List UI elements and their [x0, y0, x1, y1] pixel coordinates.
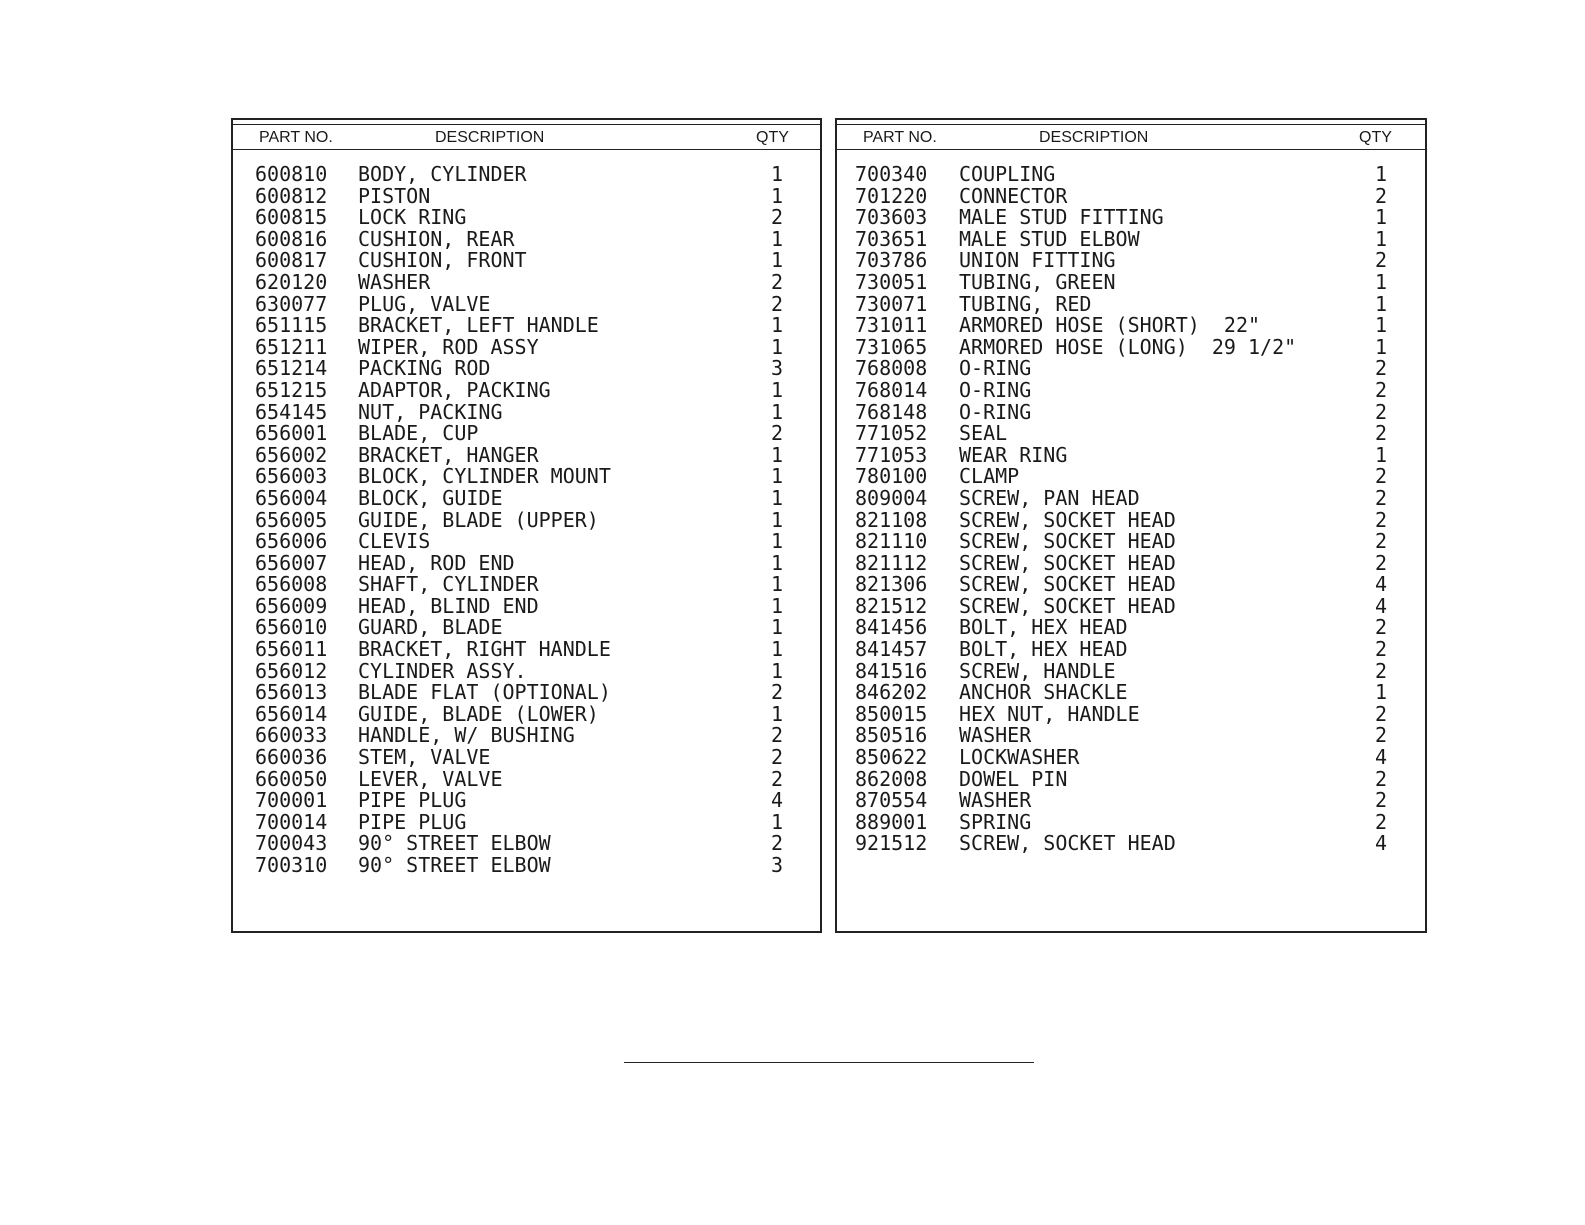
part-description: 90° STREET ELBOW [358, 853, 551, 877]
part-quantity: 1 [1375, 162, 1388, 186]
part-number: 656012 [255, 658, 328, 683]
part-number: 656013 [255, 680, 328, 705]
table-row [233, 291, 820, 316]
part-number: 780100 [855, 464, 928, 489]
part-description: BLADE, CUP [358, 421, 479, 446]
part-number: 656008 [255, 572, 328, 597]
part-quantity: 2 [1375, 766, 1388, 791]
header-qty: QTY [756, 129, 789, 146]
table-row [233, 550, 820, 575]
part-number: 700014 [255, 809, 328, 834]
table-row [837, 725, 1425, 747]
part-quantity: 2 [771, 205, 784, 230]
table-row [233, 207, 820, 229]
part-number: 660036 [255, 745, 328, 770]
part-description: BRACKET, HANGER [358, 442, 539, 467]
part-quantity: 1 [771, 399, 784, 424]
part-quantity: 1 [771, 529, 784, 554]
part-description: LEVER, VALVE [358, 766, 503, 791]
part-quantity: 2 [1375, 788, 1388, 813]
part-number: 731011 [855, 313, 928, 338]
table-row [837, 507, 1425, 532]
part-number: 656011 [255, 637, 328, 662]
part-number: 703603 [855, 205, 928, 230]
part-number: 768014 [855, 377, 928, 402]
part-number: 600810 [255, 162, 328, 186]
table-row [233, 833, 820, 855]
table-row [837, 617, 1425, 639]
part-description: BODY, CYLINDER [358, 162, 527, 186]
part-quantity: 1 [771, 377, 784, 402]
part-number: 651215 [255, 377, 328, 402]
parts-list-table [231, 118, 1427, 933]
part-number: 620120 [255, 269, 328, 294]
part-quantity: 1 [1375, 269, 1388, 294]
part-description: PIPE PLUG [358, 809, 467, 834]
part-quantity: 1 [771, 183, 784, 208]
part-number: 700310 [255, 853, 328, 877]
table-row [837, 334, 1425, 359]
table-row [233, 747, 820, 769]
part-quantity: 2 [1375, 723, 1388, 748]
part-description: UNION FITTING [959, 248, 1116, 273]
part-quantity: 2 [1375, 248, 1388, 273]
part-quantity: 2 [771, 269, 784, 294]
table-row [837, 377, 1425, 402]
table-row [233, 183, 820, 208]
part-description: SEAL [959, 421, 1008, 446]
part-description: BOLT, HEX HEAD [959, 637, 1128, 662]
part-description: SHAFT, CYLINDER [358, 572, 539, 597]
part-description: O-RING [959, 399, 1032, 424]
part-description: WIPER, ROD ASSY [358, 334, 539, 359]
part-number: 841516 [855, 658, 928, 683]
part-number: 850622 [855, 745, 928, 770]
part-number: 821512 [855, 593, 928, 618]
part-description: PIPE PLUG [358, 788, 467, 813]
parts-panel-right [835, 118, 1427, 933]
part-quantity: 2 [1375, 637, 1388, 662]
part-description: CLEVIS [358, 529, 431, 554]
part-number: 630077 [255, 291, 328, 316]
table-row [233, 399, 820, 424]
part-quantity: 2 [771, 831, 784, 856]
table-row [837, 466, 1425, 488]
part-description: TUBING, RED [959, 291, 1092, 316]
part-description: LOCKWASHER [959, 745, 1080, 770]
part-quantity: 1 [1375, 334, 1388, 359]
part-quantity: 4 [1375, 572, 1388, 597]
table-row [837, 833, 1425, 855]
table-row [837, 226, 1425, 251]
part-description: WASHER [959, 788, 1032, 813]
part-description: BOLT, HEX HEAD [959, 615, 1128, 640]
part-description: COUPLING [959, 162, 1056, 186]
part-number: 921512 [855, 831, 928, 856]
part-description: HANDLE, W/ BUSHING [358, 723, 575, 748]
column-header-row [837, 126, 1425, 150]
part-description: 90° STREET ELBOW [358, 831, 551, 856]
part-quantity: 1 [771, 637, 784, 662]
table-row [837, 269, 1425, 294]
part-number: 700043 [255, 831, 328, 856]
part-number: 600812 [255, 183, 328, 208]
part-quantity: 1 [771, 485, 784, 510]
part-quantity: 2 [1375, 658, 1388, 683]
part-number: 850516 [855, 723, 928, 748]
header-description: DESCRIPTION [435, 129, 545, 146]
part-description: TUBING, GREEN [959, 269, 1116, 294]
part-number: 654145 [255, 399, 328, 424]
part-number: 768148 [855, 399, 928, 424]
parts-rows-left [233, 164, 820, 877]
part-description: ARMORED HOSE (LONG) 29 1/2" [959, 334, 1297, 359]
part-number: 703651 [855, 226, 928, 251]
table-row [837, 550, 1425, 575]
part-description: O-RING [959, 377, 1032, 402]
part-number: 703786 [855, 248, 928, 273]
part-number: 862008 [855, 766, 928, 791]
part-description: BLOCK, GUIDE [358, 485, 503, 510]
part-number: 600816 [255, 226, 328, 251]
table-row [837, 358, 1425, 380]
part-number: 730051 [855, 269, 928, 294]
part-quantity: 2 [771, 766, 784, 791]
table-row [837, 766, 1425, 791]
part-description: WASHER [358, 269, 431, 294]
part-description: NUT, PACKING [358, 399, 503, 424]
part-description: BRACKET, LEFT HANDLE [358, 313, 599, 338]
part-quantity: 2 [771, 680, 784, 705]
part-description: SCREW, SOCKET HEAD [959, 572, 1176, 597]
column-header-row [233, 126, 820, 150]
table-row [233, 442, 820, 467]
part-number: 656005 [255, 507, 328, 532]
part-quantity: 2 [1375, 464, 1388, 489]
table-row [233, 226, 820, 251]
header-description: DESCRIPTION [1039, 129, 1149, 146]
part-number: 651214 [255, 356, 328, 381]
part-quantity: 1 [771, 593, 784, 618]
table-row [233, 790, 820, 812]
part-number: 821306 [855, 572, 928, 597]
table-row [233, 315, 820, 337]
header-qty: QTY [1359, 129, 1392, 146]
table-row [233, 639, 820, 661]
table-row [233, 466, 820, 488]
part-quantity: 2 [1375, 399, 1388, 424]
part-number: 656004 [255, 485, 328, 510]
top-rule [837, 124, 1425, 125]
part-quantity: 1 [771, 809, 784, 834]
table-row [837, 747, 1425, 769]
part-description: ARMORED HOSE (SHORT) 22" [959, 313, 1261, 338]
table-row [837, 639, 1425, 661]
table-row [233, 507, 820, 532]
part-quantity: 1 [771, 658, 784, 683]
table-row [837, 485, 1425, 510]
table-row [837, 574, 1425, 596]
part-quantity: 1 [771, 226, 784, 251]
part-quantity: 1 [1375, 291, 1388, 316]
table-row [837, 809, 1425, 834]
part-description: SCREW, SOCKET HEAD [959, 529, 1176, 554]
part-quantity: 1 [771, 701, 784, 726]
part-number: 771053 [855, 442, 928, 467]
header-part-no: PART NO. [863, 129, 937, 146]
part-description: SPRING [959, 809, 1032, 834]
part-description: MALE STUD ELBOW [959, 226, 1140, 251]
part-description: GUARD, BLADE [358, 615, 503, 640]
part-description: PLUG, VALVE [358, 291, 491, 316]
part-quantity: 1 [771, 248, 784, 273]
table-row [837, 399, 1425, 424]
part-description: PACKING ROD [358, 356, 491, 381]
part-description: HEAD, ROD END [358, 550, 515, 575]
part-number: 809004 [855, 485, 928, 510]
part-description: CYLINDER ASSY. [358, 658, 527, 683]
table-row [233, 269, 820, 294]
part-quantity: 4 [771, 788, 784, 813]
part-quantity: 1 [771, 550, 784, 575]
part-number: 656006 [255, 529, 328, 554]
part-description: CUSHION, REAR [358, 226, 515, 251]
part-number: 656002 [255, 442, 328, 467]
table-row [233, 250, 820, 272]
part-quantity: 2 [1375, 809, 1388, 834]
part-quantity: 2 [1375, 377, 1388, 402]
part-quantity: 1 [771, 507, 784, 532]
part-number: 600817 [255, 248, 328, 273]
part-quantity: 2 [1375, 550, 1388, 575]
part-number: 841456 [855, 615, 928, 640]
part-quantity: 1 [1375, 205, 1388, 230]
part-quantity: 1 [1375, 313, 1388, 338]
part-number: 771052 [855, 421, 928, 446]
parts-panel-left [231, 118, 822, 933]
part-number: 656001 [255, 421, 328, 446]
part-description: CONNECTOR [959, 183, 1068, 208]
part-quantity: 1 [1375, 680, 1388, 705]
part-quantity: 1 [1375, 442, 1388, 467]
part-description: SCREW, PAN HEAD [959, 485, 1140, 510]
part-number: 656010 [255, 615, 328, 640]
part-quantity: 2 [1375, 529, 1388, 554]
part-description: O-RING [959, 356, 1032, 381]
part-quantity: 2 [1375, 183, 1388, 208]
part-number: 656009 [255, 593, 328, 618]
part-description: CLAMP [959, 464, 1020, 489]
part-quantity: 2 [1375, 701, 1388, 726]
part-quantity: 3 [771, 356, 784, 381]
table-row [233, 574, 820, 596]
part-quantity: 4 [1375, 745, 1388, 770]
signature-line [624, 1062, 1034, 1063]
part-quantity: 3 [771, 853, 784, 877]
part-description: SCREW, HANDLE [959, 658, 1116, 683]
table-row [233, 485, 820, 510]
part-description: WASHER [959, 723, 1032, 748]
part-quantity: 1 [771, 615, 784, 640]
part-quantity: 1 [771, 334, 784, 359]
part-number: 651211 [255, 334, 328, 359]
part-quantity: 1 [771, 572, 784, 597]
part-description: WEAR RING [959, 442, 1068, 467]
part-description: ADAPTOR, PACKING [358, 377, 551, 402]
part-description: HEAD, BLIND END [358, 593, 539, 618]
table-row [837, 291, 1425, 316]
table-row [837, 442, 1425, 467]
table-row [233, 334, 820, 359]
part-number: 730071 [855, 291, 928, 316]
table-row [233, 809, 820, 834]
part-quantity: 1 [1375, 226, 1388, 251]
table-row [233, 766, 820, 791]
table-row [233, 658, 820, 683]
part-quantity: 2 [1375, 615, 1388, 640]
part-description: HEX NUT, HANDLE [959, 701, 1140, 726]
part-number: 660033 [255, 723, 328, 748]
table-row [233, 423, 820, 445]
table-row [837, 250, 1425, 272]
part-description: LOCK RING [358, 205, 467, 230]
table-row [837, 315, 1425, 337]
table-row [233, 531, 820, 553]
part-number: 651115 [255, 313, 328, 338]
table-row [233, 855, 820, 877]
table-row [837, 701, 1425, 726]
part-number: 660050 [255, 766, 328, 791]
part-number: 656007 [255, 550, 328, 575]
part-number: 700001 [255, 788, 328, 813]
part-quantity: 2 [1375, 356, 1388, 381]
part-quantity: 2 [771, 745, 784, 770]
part-number: 600815 [255, 205, 328, 230]
part-number: 768008 [855, 356, 928, 381]
header-part-no: PART NO. [259, 129, 333, 146]
part-description: GUIDE, BLADE (UPPER) [358, 507, 599, 532]
table-row [837, 164, 1425, 186]
table-row [233, 358, 820, 380]
part-number: 870554 [855, 788, 928, 813]
part-quantity: 4 [1375, 831, 1388, 856]
table-row [837, 790, 1425, 812]
table-row [837, 682, 1425, 704]
part-description: BLOCK, CYLINDER MOUNT [358, 464, 611, 489]
table-row [837, 658, 1425, 683]
parts-rows-right [837, 164, 1425, 855]
part-quantity: 4 [1375, 593, 1388, 618]
part-quantity: 2 [771, 723, 784, 748]
table-row [233, 701, 820, 726]
part-number: 700340 [855, 162, 928, 186]
part-number: 889001 [855, 809, 928, 834]
table-row [233, 725, 820, 747]
part-number: 656003 [255, 464, 328, 489]
part-number: 656014 [255, 701, 328, 726]
part-quantity: 1 [771, 442, 784, 467]
part-quantity: 1 [771, 464, 784, 489]
part-quantity: 2 [1375, 485, 1388, 510]
part-quantity: 1 [771, 313, 784, 338]
part-description: SCREW, SOCKET HEAD [959, 831, 1176, 856]
part-number: 821108 [855, 507, 928, 532]
part-description: BLADE FLAT (OPTIONAL) [358, 680, 611, 705]
part-number: 841457 [855, 637, 928, 662]
part-number: 821112 [855, 550, 928, 575]
part-quantity: 2 [1375, 507, 1388, 532]
table-row [233, 593, 820, 618]
top-rule [233, 124, 820, 125]
table-row [233, 682, 820, 704]
part-quantity: 2 [1375, 421, 1388, 446]
part-number: 850015 [855, 701, 928, 726]
part-description: STEM, VALVE [358, 745, 491, 770]
table-row [837, 531, 1425, 553]
table-row [837, 593, 1425, 618]
part-description: BRACKET, RIGHT HANDLE [358, 637, 611, 662]
part-number: 846202 [855, 680, 928, 705]
table-row [837, 423, 1425, 445]
part-description: DOWEL PIN [959, 766, 1068, 791]
part-number: 701220 [855, 183, 928, 208]
part-description: MALE STUD FITTING [959, 205, 1164, 230]
part-description: ANCHOR SHACKLE [959, 680, 1128, 705]
table-row [233, 164, 820, 186]
part-description: GUIDE, BLADE (LOWER) [358, 701, 599, 726]
part-quantity: 2 [771, 421, 784, 446]
part-number: 821110 [855, 529, 928, 554]
part-description: CUSHION, FRONT [358, 248, 527, 273]
part-quantity: 2 [771, 291, 784, 316]
part-description: SCREW, SOCKET HEAD [959, 507, 1176, 532]
table-row [837, 183, 1425, 208]
table-row [233, 377, 820, 402]
part-number: 731065 [855, 334, 928, 359]
part-description: SCREW, SOCKET HEAD [959, 593, 1176, 618]
table-row [837, 207, 1425, 229]
part-description: SCREW, SOCKET HEAD [959, 550, 1176, 575]
part-description: PISTON [358, 183, 431, 208]
part-quantity: 1 [771, 162, 784, 186]
table-row [233, 617, 820, 639]
